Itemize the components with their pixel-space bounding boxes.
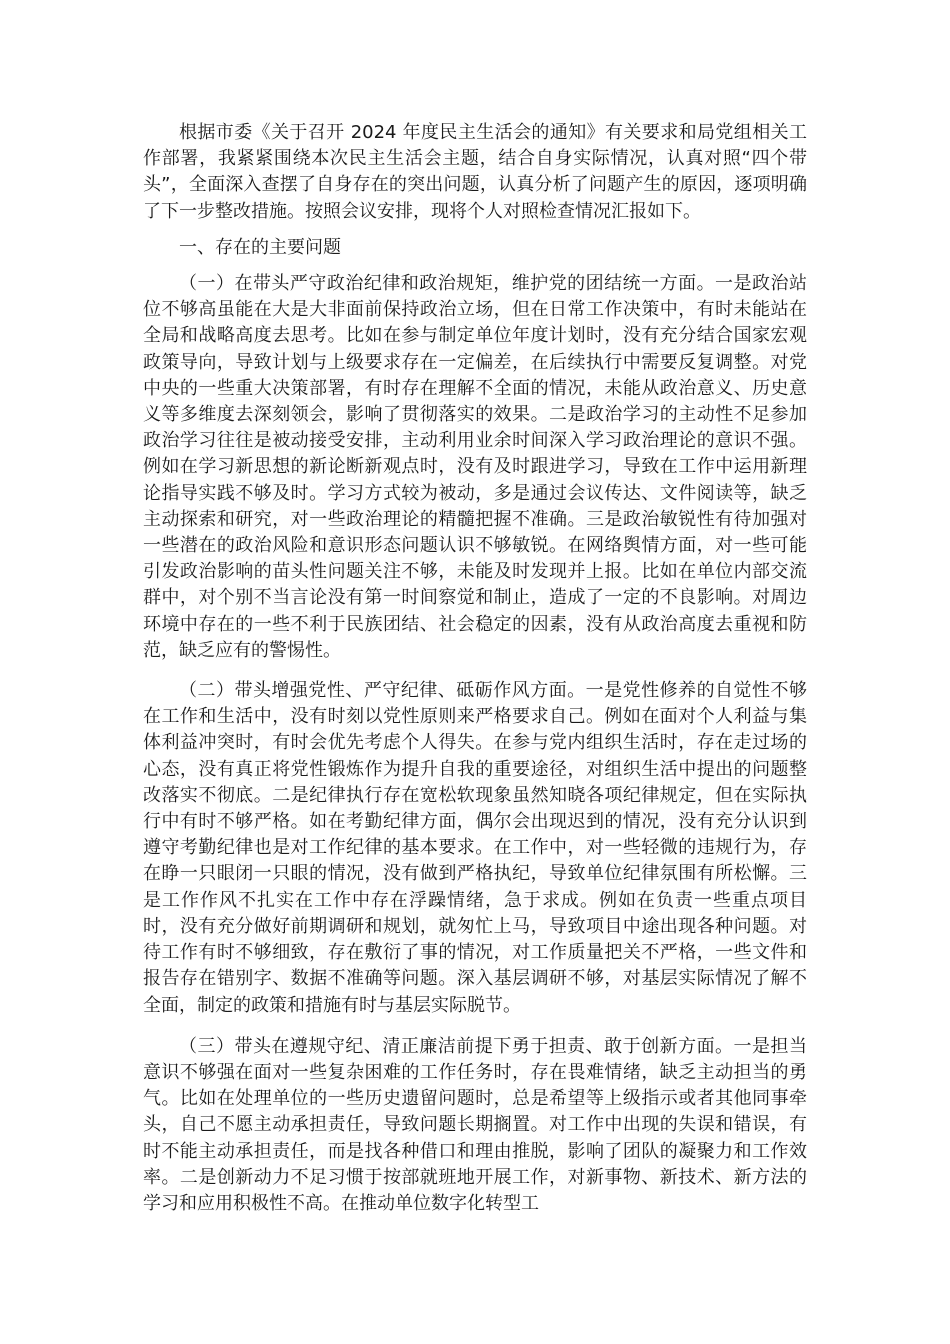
paragraph-1: （一）在带头严守政治纪律和政治规矩，维护党的团结统一方面。一是政治站位不够高虽能在大是大非面前保持政治立场，但在日常工作决策中，有时未能站在全局和战略高度去思考。比如在参与制定单位年度计划时，没有充分结合国家宏观政策导向，导致计划与上级要求存在一定偏差，在后续执行中需要反复调整。对党中央的一些重大决策部署，有时存在理解不全面的情况，未能从政治意义、历史意义等多维度去深刻领会，影响了贯彻落实的效果。二是政治学习的主动性不足参加政治学习往往是被动接受安排，主动利用业余时间深入学习政治理论的意识不强。例如在学习新思想的新论断新观点时，没有及时跟进学习，导致在工作中运用新理论指导实践不够及时。学习方式较为被动，多是通过会议传达、文件阅读等，缺乏主动探索和研究，对一些政治理论的精髓把握不准确。三是政治敏锐性有待加强对一些潜在的政治风险和意识形态问题认识不够敏锐。在网络舆情方面，对一些可能引发政治影响的苗头性问题关注不够，未能及时发现并上报。比如在单位内部交流群中，对个别不当言论没有第一时间察觉和制止，造成了一定的不良影响。对周边环境中存在的一些不利于民族团结、社会稳定的因素，没有从政治高度去重视和防范，缺乏应有的警惕性。 <box>143 273 807 661</box>
intro-paragraph: 根据市委《关于召开 2024 年度民主生活会的通知》有关要求和局党组相关工作部署，我紧紧围绕本次民主生活会主题，结合自身实际情况，认真对照“四个带头”，全面深入查摆了自身存在的突出问题，认真分析了问题产生的原因，逐项明确了下一步整改措施。按照会议安排，现将个人对照检查情况汇报如下。 <box>143 122 807 222</box>
paragraph-2: （二）带头增强党性、严守纪律、砥砺作风方面。一是党性修养的自觉性不够在工作和生活中，没有时刻以党性原则来严格要求自己。例如在面对个人利益与集体利益冲突时，有时会优先考虑个人得失。在参与党内组织生活时，存在走过场的心态，没有真正将党性锻炼作为提升自我的重要途径，对组织生活中提出的问题整改落实不彻底。二是纪律执行存在宽松软现象虽然知晓各项纪律规定，但在实际执行中有时不够严格。如在考勤纪律方面，偶尔会出现迟到的情况，没有充分认识到遵守考勤纪律也是对工作纪律的基本要求。在工作中，对一些轻微的违规行为，存在睁一只眼闭一只眼的情况，没有做到严格执纪，导致单位纪律氛围有所松懈。三是工作作风不扎实在工作中存在浮躁情绪，急于求成。例如在负责一些重点项目时，没有充分做好前期调研和规划，就匆忙上马，导致项目中途出现各种问题。对待工作有时不够细致，存在敷衍了事的情况，对工作质量把关不严格，一些文件和报告存在错别字、数据不准确等问题。深入基层调研不够，对基层实际情况了解不全面，制定的政策和措施有时与基层实际脱节。 <box>143 680 807 1016</box>
section-heading: 一、存在的主要问题 <box>179 236 341 258</box>
document-body <box>143 120 807 1217</box>
paragraph-3: （三）带头在遵规守纪、清正廉洁前提下勇于担责、敢于创新方面。一是担当意识不够强在面对一些复杂困难的工作任务时，存在畏难情绪，缺乏主动担当的勇气。比如在处理单位的一些历史遗留问题时，总是希望等上级指示或者其他同事牵头，自己不愿主动承担责任，导致问题长期搁置。对工作中出现的失误和错误，有时不能主动承担责任，而是找各种借口和理由推脱，影响了团队的凝聚力和工作效率。二是创新动力不足习惯于按部就班地开展工作，对新事物、新技术、新方法的学习和应用积极性不高。在推动单位数字化转型工 <box>143 1035 807 1214</box>
